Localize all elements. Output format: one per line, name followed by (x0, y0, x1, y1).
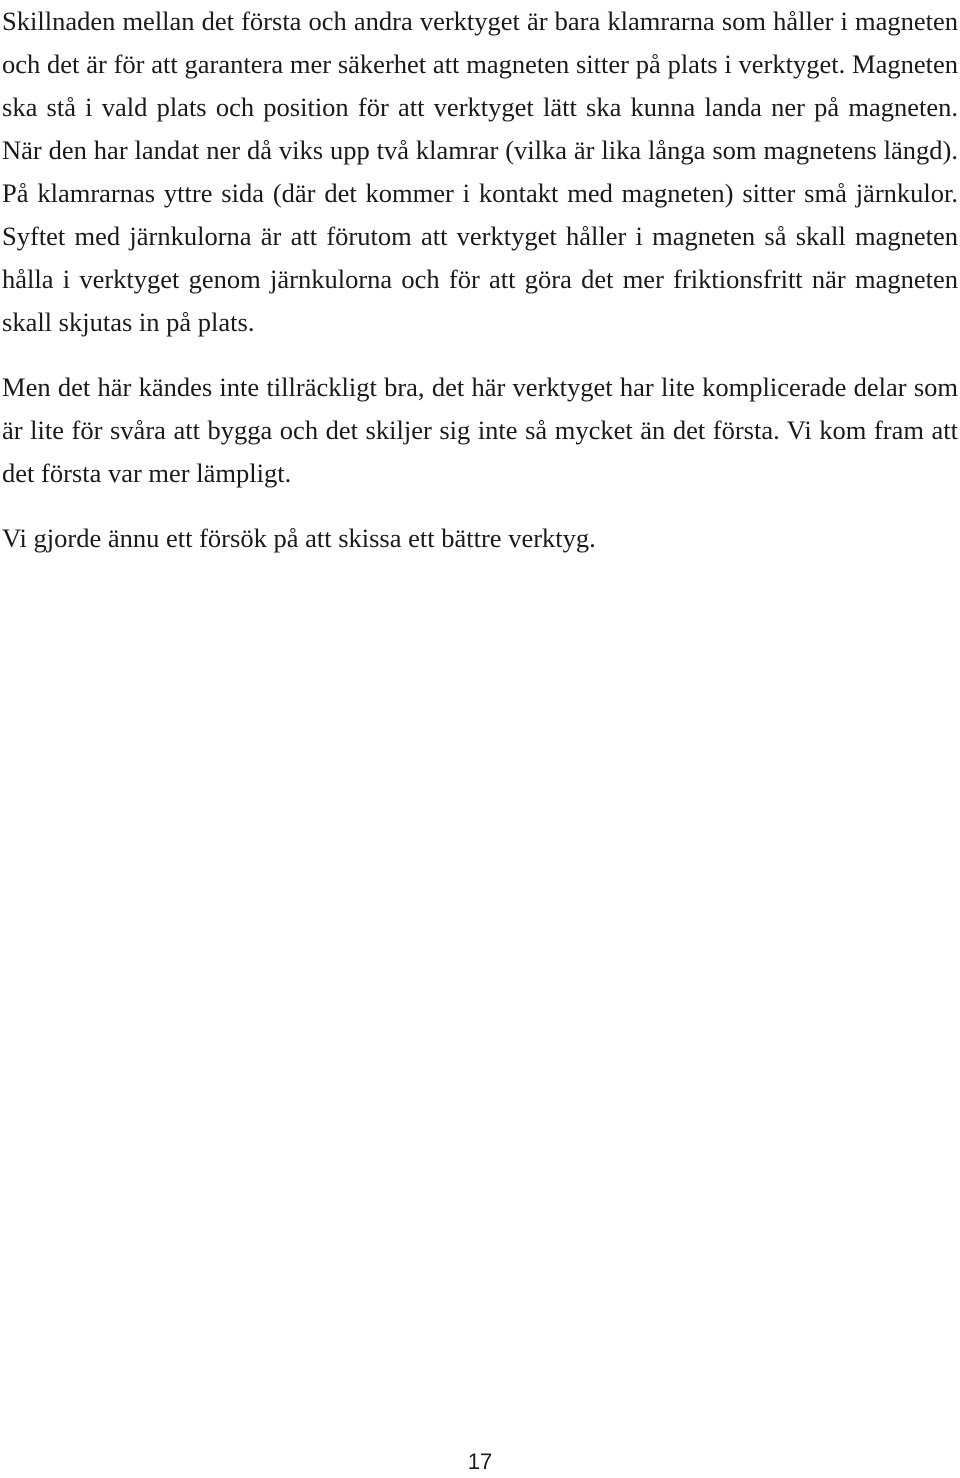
body-paragraph: Vi gjorde ännu ett försök på att skissa ett bättre verktyg. (2, 523, 596, 553)
page-number: 17 (467, 1449, 493, 1474)
body-paragraph: Skillnaden mellan det första och andra verktyget är bara klamrarna som håller i magneten och det är för att garantera mer säkerhet att magneten sitter på plats i verktyget. Magneten ska stå i vald plats och position för att verktyget lätt ska kunna landa ner på magneten. När den har landat ner då viks upp två klamrar (vilka är lika långa som magnetens längd). På klamrarnas yttre sida (där det kommer i kontakt med magneten) sitter små järnkulor. Syftet med järnkulorna är att förutom att verktyget håller i magneten så skall magneten hålla i verktyget genom järnkulorna och för att göra det mer friktionsfritt när magneten skall skjutas in på plats. (2, 6, 958, 337)
body-paragraph: Men det här kändes inte tillräckligt bra, det här verktyget har lite komplicerade delar som är lite för svåra att bygga och det skiljer sig inte så mycket än det första. Vi kom fram att det första var mer lämpligt. (2, 372, 958, 488)
document-page (2, 0, 958, 560)
